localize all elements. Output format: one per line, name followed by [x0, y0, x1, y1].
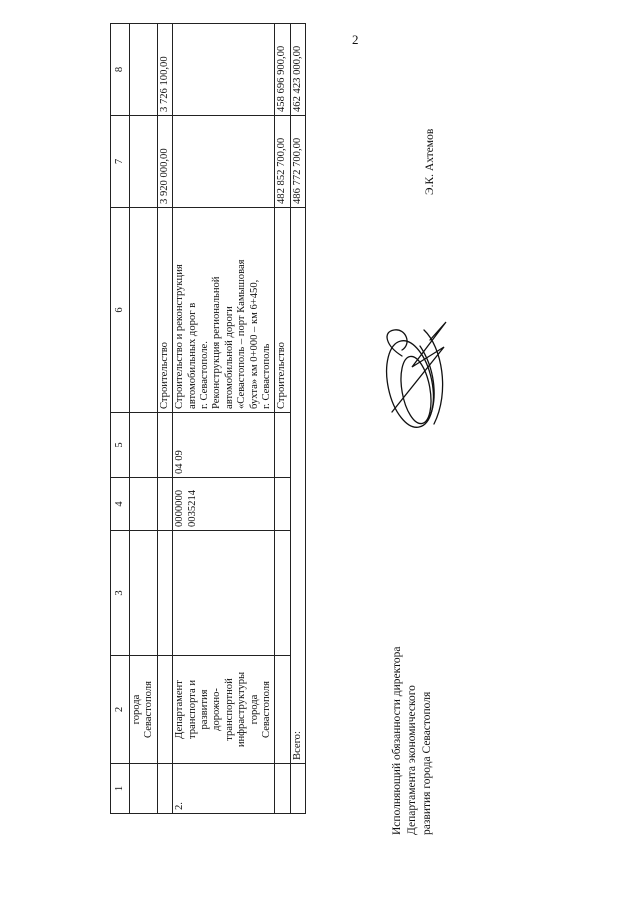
expense-type: Строительство	[275, 208, 290, 413]
table-row-subtotal	[275, 24, 290, 814]
signatory-position: Исполняющий обязанности директора Департамента экономического развития города Севастополя	[391, 646, 433, 835]
row-number: 2.	[173, 764, 275, 814]
table-row-continued	[130, 24, 158, 814]
program-code: 0000000 0035214	[173, 478, 275, 531]
expense-type: Строительство	[157, 208, 172, 413]
table-row-subtotal	[157, 24, 172, 814]
header-cell: 6	[111, 208, 130, 413]
header-cell: 8	[111, 24, 130, 116]
department-name-continued: города Севастополя	[130, 656, 158, 764]
header-cell: 4	[111, 478, 130, 531]
header-cell: 7	[111, 116, 130, 208]
total-col7: 486 772 700,00	[290, 116, 305, 208]
amount-col7: 3 920 000,00	[157, 116, 172, 208]
table-row-total	[290, 24, 305, 814]
header-cell: 2	[111, 656, 130, 764]
handwritten-signature-icon	[372, 312, 462, 442]
signer-name: Э.К. Ахтемов	[424, 128, 436, 195]
table-header-row	[111, 24, 130, 814]
header-cell: 3	[111, 531, 130, 656]
object-description: Строительство и реконструкция автомобильных дорог в г. Севастополе. Реконструкция региональной автомобильной дороги «Севастополь – порт Камышовая бухта» км 0+000 – км 6+450, г. Севастополь	[173, 208, 275, 413]
header-cell: 1	[111, 764, 130, 814]
amount-col8: 458 696 900,00	[275, 24, 290, 116]
amount-col8: 3 726 100,00	[157, 24, 172, 116]
total-col8: 462 423 000,00	[290, 24, 305, 116]
amount-col7: 482 852 700,00	[275, 116, 290, 208]
header-cell: 5	[111, 413, 130, 478]
section-code: 04 09	[173, 413, 275, 478]
page-number: 2	[352, 32, 359, 47]
total-label: Всего:	[290, 208, 305, 764]
budget-table	[110, 23, 306, 814]
table-row-item-2	[173, 24, 275, 814]
department-name: Департамент транспорта и развития дорожно- транспортной инфраструктуры города Севастополя	[173, 656, 275, 764]
